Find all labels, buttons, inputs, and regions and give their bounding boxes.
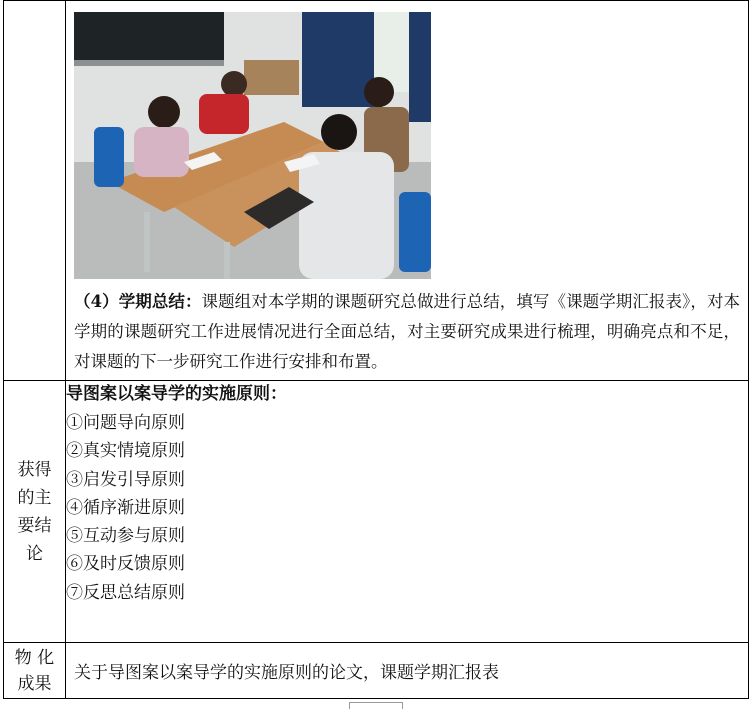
semester-summary <box>74 287 740 377</box>
conclusions-label-line: 的主 <box>17 487 52 508</box>
principles-list <box>66 409 748 607</box>
activity-cell <box>66 1 749 381</box>
list-item: ⑥及时反馈原则 <box>66 554 185 575</box>
meeting-photo <box>74 12 431 279</box>
conclusions-row <box>4 381 749 643</box>
results-text: 关于导图案以案导学的实施原则的论文，课题学期汇报表 <box>66 643 749 699</box>
results-row <box>4 643 749 699</box>
list-item: ②真实情境原则 <box>66 441 185 462</box>
list-item: ⑤互动参与原则 <box>66 526 185 547</box>
conclusions-label <box>4 381 66 643</box>
summary-heading: （4）学期总结： <box>74 292 202 311</box>
list-item: ①问题导向原则 <box>66 413 185 433</box>
results-label-line: 物 化 <box>14 647 55 668</box>
conclusions-label-line: 论 <box>26 543 43 564</box>
results-label <box>4 643 66 699</box>
conclusions-cell <box>66 381 749 643</box>
conclusions-label-line: 获得 <box>17 459 52 480</box>
activity-row <box>4 1 749 381</box>
results-label-line: 成果 <box>17 673 52 694</box>
meeting-photo-illustration <box>74 12 431 279</box>
list-item: ③启发引导原则 <box>66 469 185 490</box>
list-item: ⑦反思总结原则 <box>66 582 185 603</box>
principles-title: 导图案以案导学的实施原则： <box>66 384 287 404</box>
summary-body: 课题组对本学期的课题研究总做进行总结，填写《课题学期汇报表》，对本学期的课题研究工作进展情况进行全面总结，对主要研究成果进行梳理，明确亮点和不足，对课题的下一步研究工作进行安排和布置。 <box>74 292 741 371</box>
empty-label-cell <box>4 1 66 381</box>
document-table <box>3 0 749 699</box>
list-item: ④循序渐进原则 <box>66 497 185 518</box>
conclusions-label-line: 要结 <box>17 515 52 536</box>
